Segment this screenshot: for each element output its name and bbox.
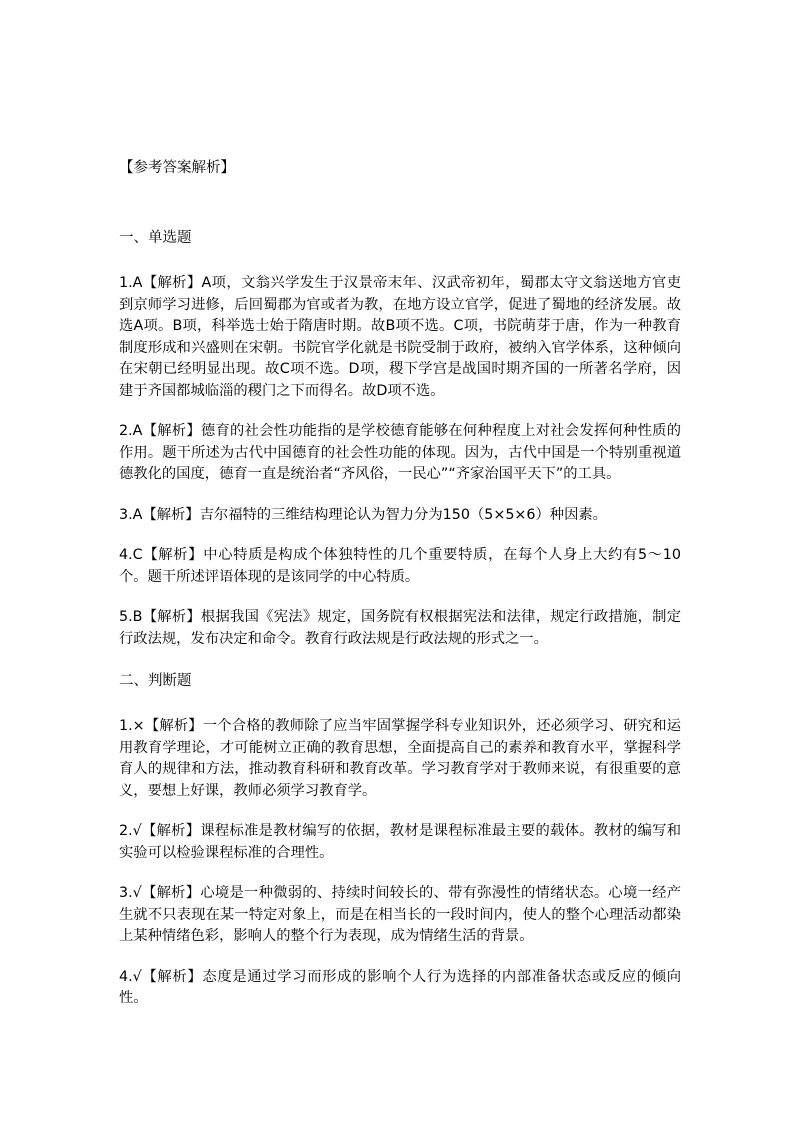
answer-item: 4.C【解析】中心特质是构成个体独特性的几个重要特质，在每个人身上大约有5～10个。题干所述评语体现的是该同学的中心特质。: [119, 547, 681, 585]
answer-item: 5.B【解析】根据我国《宪法》规定，国务院有权根据宪法和法律，规定行政措施，制定行政法规，发布决定和命令。教育行政法规是行政法规的形式之一。: [119, 609, 681, 647]
section-heading: 一、单选题: [119, 230, 192, 246]
document-page: [119, 156, 681, 1029]
answer-item: 3.√【解析】心境是一种微弱的、持续时间较长的、带有弥漫性的情绪状态。心境一经产生就不只表现在某一特定对象上，而是在相当长的一段时间内，使人的整个心理活动都染上某种情绪色彩，影响人的整个行为表现，成为情绪生活的背景。: [119, 885, 681, 944]
section-heading: 二、判断题: [119, 673, 192, 689]
answer-item: 2.√【解析】课程标准是教材编写的依据，教材是课程标准最主要的载体。教材的编写和实验可以检验课程标准的合理性。: [119, 823, 681, 861]
answer-item: 1.×【解析】一个合格的教师除了应当牢固掌握学科专业知识外，还必须学习、研究和运用教育学理论，才可能树立正确的教育思想，全面提高自己的素养和教育水平，掌握科学育人的规律和方法，推动教育科研和教育改革。学习教育学对于教师来说，有很重要的意义，要想上好课，教师必须学习教育学。: [119, 718, 681, 799]
document-title: 【参考答案解析】: [119, 160, 235, 176]
section-true-false: [119, 669, 681, 1010]
section-single-choice: [119, 226, 681, 650]
answer-item: 3.A【解析】吉尔福特的三维结构理论认为智力分为150（5×5×6）种因素。: [119, 506, 607, 523]
answer-item: 2.A【解析】德育的社会性功能指的是学校德育能够在何种程度上对社会发挥何种性质的作用。题干所述为古代中国德育的社会性功能的体现。因为，古代中国是一个特别重视道德教化的国度，德育一直是统治者“齐风俗，一民心”“齐家治国平天下”的工具。: [119, 423, 681, 482]
answer-item: 4.√【解析】态度是通过学习而形成的影响个人行为选择的内部准备状态或反应的倾向性。: [119, 968, 681, 1006]
answer-item: 1.A【解析】A项，文翁兴学发生于汉景帝末年、汉武帝初年，蜀郡太守文翁送地方官吏到京师学习进修，后回蜀郡为官或者为教，在地方设立官学，促进了蜀地的经济发展。故选A项。B项，科举选士始于隋唐时期。故B项不选。C项，书院萌芽于唐，作为一种教育制度形成和兴盛则在宋朝。书院官学化就是书院受制于政府，被纳入官学体系，这种倾向在宋朝已经明显出现。故C项不选。D项，稷下学宫是战国时期齐国的一所著名学府，因建于齐国都城临淄的稷门之下而得名。故D项不选。: [119, 275, 681, 399]
